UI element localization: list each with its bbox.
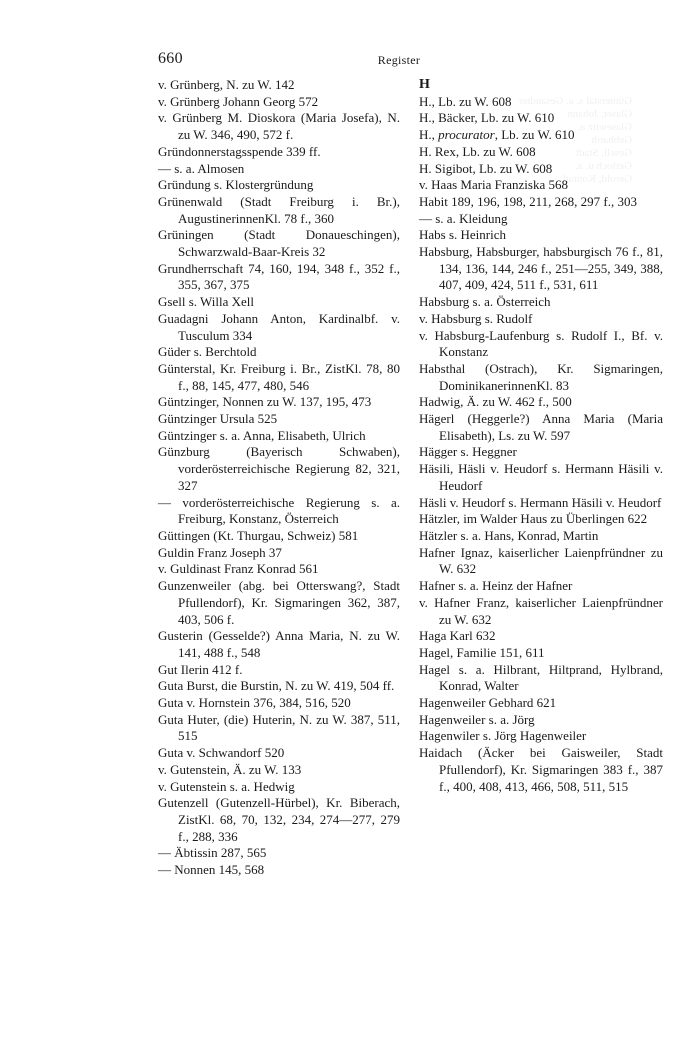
- index-entry: Hafner s. a. Heinz der Hafner: [419, 578, 573, 594]
- index-entry: v. Haas Maria Franziska 568: [419, 177, 568, 193]
- index-entry: Habsburg, Habsburger, habsburgisch 76 f., 81, 134, 136, 144, 246 f., 251—255, 349, 388, 407, 409, 424, 511 f., 531, 611: [419, 244, 663, 293]
- index-entry: — vorderösterreichische Regierung s. a. Freiburg, Konstanz, Österreich: [158, 494, 400, 527]
- index-entry: Gusterin (Gesselde?) Anna Maria, N. zu W. 141, 488 f., 548: [158, 628, 400, 660]
- index-entry: Gut Ilerin 412 f.: [158, 661, 243, 677]
- index-entry: Guta v. Hornstein 376, 384, 516, 520: [158, 695, 351, 711]
- index-entry: Guta Huter, (die) Huterin, N. zu W. 387, 511, 515: [158, 711, 400, 744]
- index-entry: Güder s. Berchtold: [158, 344, 257, 360]
- index-entry: Hagenweiler Gebhard 621: [419, 695, 557, 711]
- index-entry: Grundherrschaft 74, 160, 194, 348 f., 352 f., 355, 367, 375: [158, 260, 400, 293]
- index-entry: Günzburg (Bayerisch Schwaben), vorderösterreichische Regierung 82, 321, 327: [158, 444, 400, 493]
- index-entry: Hafner Ignaz, kaiserlicher Laienpfründner zu W. 632: [419, 544, 663, 577]
- index-entry: Güntzinger s. a. Anna, Elisabeth, Ulrich: [158, 427, 366, 443]
- index-entry: Grüningen (Stadt Donaueschingen), Schwarzwald-Baar-Kreis 32: [158, 227, 400, 260]
- index-entry: — s. a. Almosen: [158, 160, 245, 176]
- index-entry: — Äbtissin 287, 565: [158, 845, 267, 861]
- index-entry: v. Grünberg, N. zu W. 142: [158, 77, 295, 92]
- index-entry: Hagenwiler s. Jörg Hagenweiler: [419, 728, 587, 744]
- show-through-line: Günterstal s. a. Gesandter: [518, 95, 632, 107]
- index-entry: Guadagni Johann Anton, Kardinalbf. v. Tusculum 334: [158, 310, 400, 343]
- index-entry: Hagel, Familie 151, 611: [419, 644, 545, 660]
- index-entry: Guta v. Schwandorf 520: [158, 745, 285, 761]
- index-entry: v. Gutenstein, Ä. zu W. 133: [158, 761, 302, 777]
- index-entry: H., Lb. zu W. 608: [419, 93, 512, 109]
- index-entries-h: [419, 94, 663, 796]
- index-entry: v. Grünberg M. Dioskora (Maria Josefa), N. zu W. 346, 490, 572 f.: [158, 110, 400, 143]
- index-column-left: [158, 77, 400, 879]
- show-through-line: Gerloch u. a.: [575, 160, 632, 172]
- index-entry: Hätzler, im Walder Haus zu Überlingen 622: [419, 511, 648, 527]
- index-entry: — s. a. Kleidung: [419, 210, 508, 226]
- index-entry: Guldin Franz Joseph 37: [158, 544, 282, 560]
- index-entry: Hägerl (Heggerle?) Anna Maria (Maria Elisabeth), Ls. zu W. 597: [419, 411, 663, 443]
- index-entry: Hagel s. a. Hilbrant, Hiltprand, Hylbrand, Konrad, Walter: [419, 661, 663, 694]
- index-entry: v. Grünberg Johann Georg 572: [158, 93, 319, 109]
- index-entry: Gsell s. Willa Xell: [158, 294, 255, 310]
- index-entry: Güntzinger Ursula 525: [158, 411, 278, 427]
- index-entry: Grünenwald (Stadt Freiburg i. Br.), AugustinerinnenKl. 78 f., 360: [158, 193, 400, 226]
- index-entry: Haidach (Äcker bei Gaisweiler, Stadt Pfullendorf), Kr. Sigmaringen 383 f., 387 f., 400, 408, 413, 466, 508, 511, 515: [419, 745, 663, 794]
- section-letter-h: H: [419, 77, 430, 92]
- index-column-right: [419, 77, 663, 795]
- show-through-line: Glasewitz a.: [577, 121, 632, 133]
- index-entry: Habs s. Heinrich: [419, 227, 507, 243]
- index-entry: Habit 189, 196, 198, 211, 268, 297 f., 303: [419, 193, 637, 209]
- index-entry: — Nonnen 145, 568: [158, 862, 265, 878]
- index-entry: v. Habsburg-Laufenburg s. Rudolf I., Bf. v. Konstanz: [419, 327, 663, 360]
- index-entry: Haga Karl 632: [419, 628, 496, 644]
- page-header: [158, 50, 640, 72]
- index-entry: H. Rex, Lb. zu W. 608: [419, 143, 536, 159]
- index-entry: Gunzenweiler (abg. bei Otterswang?, Stadt Pfullendorf), Kr. Sigmaringen 362, 387, 403, 506 f.: [158, 578, 400, 627]
- index-entry: v. Hafner Franz, kaiserlicher Laienpfründner zu W. 632: [419, 594, 663, 627]
- index-entry: Habsthal (Ostrach), Kr. Sigmaringen, DominikanerinnenKl. 83: [419, 360, 663, 393]
- index-entry: v. Habsburg s. Rudolf: [419, 310, 533, 326]
- index-entry: Guta Burst, die Burstin, N. zu W. 419, 504 ff.: [158, 678, 395, 694]
- index-entry: H., procurator, Lb. zu W. 610: [419, 127, 575, 143]
- index-entry: Gründonnerstagsspende 339 ff.: [158, 143, 321, 159]
- running-title: Register: [377, 53, 421, 67]
- show-through-line: Gerold, Konrad: [562, 173, 632, 185]
- index-entry: H. Sigibot, Lb. zu W. 608: [419, 160, 553, 176]
- index-entry: Gründung s. Klostergründung: [158, 177, 314, 193]
- show-through-line: Gesell, Stadt: [575, 147, 632, 159]
- show-through-line: Glaser, Johann: [567, 108, 632, 120]
- index-entry: H., Bäcker, Lb. zu W. 610: [419, 110, 555, 126]
- index-entry: Habsburg s. a. Österreich: [419, 294, 551, 310]
- index-entry: Gutenzell (Gutenzell-Hürbel), Kr. Biberach, ZistKl. 68, 70, 132, 234, 274—277, 279 f., 288, 336: [158, 795, 400, 844]
- index-entry: Hägger s. Heggner: [419, 444, 517, 460]
- index-entry: Häsli v. Heudorf s. Hermann Häsili v. Heudorf: [419, 494, 662, 510]
- index-entry: Hätzler s. a. Hans, Konrad, Martin: [419, 527, 599, 543]
- index-entry: Hagenweiler s. a. Jörg: [419, 711, 535, 727]
- index-entry: v. Guldinast Franz Konrad 561: [158, 561, 319, 577]
- index-entry: v. Gutenstein s. a. Hedwig: [158, 778, 295, 794]
- index-entry: Günterstal, Kr. Freiburg i. Br., ZistKl. 78, 80 f., 88, 145, 477, 480, 546: [158, 360, 400, 393]
- show-through-line: Gebhardt: [591, 134, 632, 146]
- index-entry: Hadwig, Ä. zu W. 462 f., 500: [419, 394, 572, 410]
- page-number: 660: [158, 50, 183, 67]
- index-entry: Güntzinger, Nonnen zu W. 137, 195, 473: [158, 394, 372, 410]
- index-entry: Güttingen (Kt. Thurgau, Schweiz) 581: [158, 527, 359, 543]
- index-entry: Häsili, Häsli v. Heudorf s. Hermann Häsili v. Heudorf: [419, 461, 663, 493]
